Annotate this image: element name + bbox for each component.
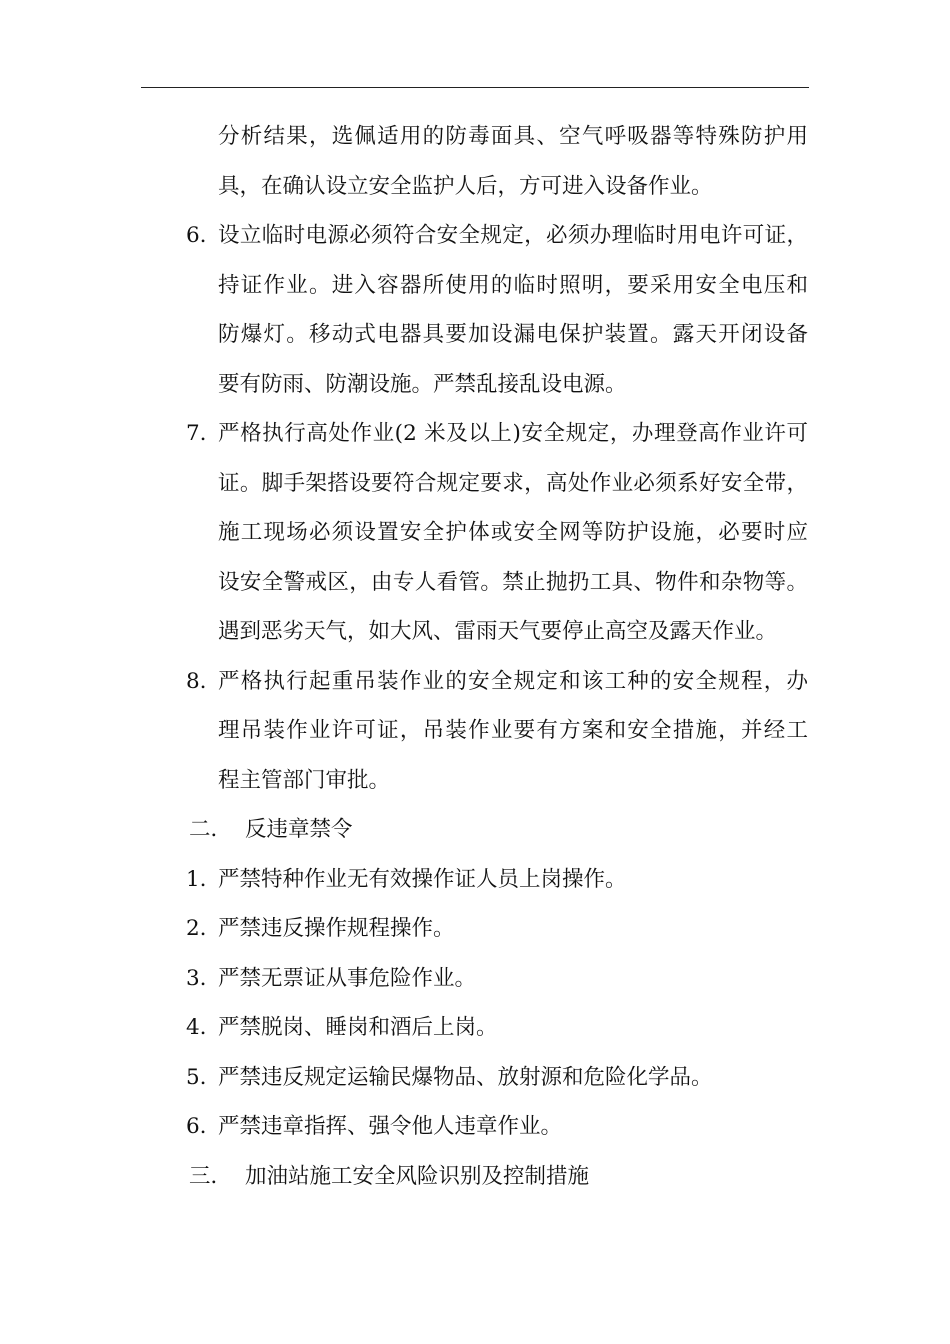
paragraph-text: 严格执行高处作业(2 米及以上)安全规定，办理登高作业许可 [218,421,808,446]
prohibition-item-4 [0,1003,950,1053]
paragraph-line [0,162,950,212]
paragraph-text: 设立临时电源必须符合安全规定，必须办理临时用电许可证， [218,223,808,248]
paragraph-text: 持证作业。进入容器所使用的临时照明，要采用安全电压和 [218,272,808,298]
paragraph-line [0,261,950,311]
paragraph-line [0,706,950,756]
paragraph-text: 严格执行起重吊装作业的安全规定和该工种的安全规程，办 [218,668,808,694]
prohibition-item-3 [0,954,950,1004]
paragraph-text: 设安全警戒区，由专人看管。禁止抛扔工具、物件和杂物等。 [218,569,808,595]
paragraph-text: 严禁违反规定运输民爆物品、放射源和危险化学品。 [218,1064,713,1090]
list-number: 7. [186,421,207,446]
document-body [0,112,950,1201]
list-number: 8. [186,668,207,694]
paragraph-text: 要有防雨、防潮设施。严禁乱接乱设电源。 [218,371,627,397]
paragraph-text: 严禁特种作业无有效操作证人员上岗操作。 [218,866,627,892]
list-number: 6. [186,1114,207,1139]
paragraph-line [0,360,950,410]
prohibition-item-2 [0,904,950,954]
list-number: 3. [186,965,207,991]
paragraph-line [0,112,950,162]
section-number: 三． [189,1163,233,1189]
section-heading-2 [0,805,950,855]
paragraph-line [0,459,950,509]
paragraph-text: 程主管部门审批。 [218,767,391,793]
section-title: 加油站施工安全风险识别及控制措施 [245,1163,590,1189]
prohibition-item-1 [0,855,950,905]
paragraph-text: 施工现场必须设置安全护体或安全网等防护设施，必要时应 [218,520,808,545]
list-number: 6. [186,223,207,248]
paragraph-text: 严禁无票证从事危险作业。 [218,965,477,991]
paragraph-line [0,508,950,558]
list-item-6 [0,211,950,261]
paragraph-text: 遇到恶劣天气，如大风、雷雨天气要停止高空及露天作业。 [218,619,778,644]
paragraph-text: 理吊装作业许可证，吊装作业要有方案和安全措施，并经工 [218,718,808,743]
paragraph-line [0,310,950,360]
list-number: 2. [186,916,207,941]
section-heading-3 [0,1152,950,1202]
list-item-7 [0,409,950,459]
list-number: 5. [186,1064,207,1090]
section-title: 反违章禁令 [245,817,353,842]
paragraph-text: 防爆灯。移动式电器具要加设漏电保护装置。露天开闭设备 [218,322,808,347]
paragraph-text: 严禁脱岗、睡岗和酒后上岗。 [218,1015,498,1040]
paragraph-text: 严禁违章指挥、强令他人违章作业。 [218,1114,563,1139]
list-item-8 [0,657,950,707]
paragraph-line [0,756,950,806]
paragraph-text: 分析结果，选佩适用的防毒面具、空气呼吸器等特殊防护用 [218,124,808,149]
section-number: 二． [189,817,233,842]
prohibition-item-6 [0,1102,950,1152]
paragraph-text: 严禁违反操作规程操作。 [218,916,455,941]
paragraph-line [0,558,950,608]
paragraph-text: 证。脚手架搭设要符合规定要求，高处作业必须系好安全带， [218,470,808,496]
paragraph-line [0,607,950,657]
paragraph-text: 具，在确认设立安全监护人后，方可进入设备作业。 [218,173,713,199]
header-rule [141,87,809,88]
list-number: 4. [186,1015,207,1040]
list-number: 1. [186,866,207,892]
prohibition-item-5 [0,1053,950,1103]
